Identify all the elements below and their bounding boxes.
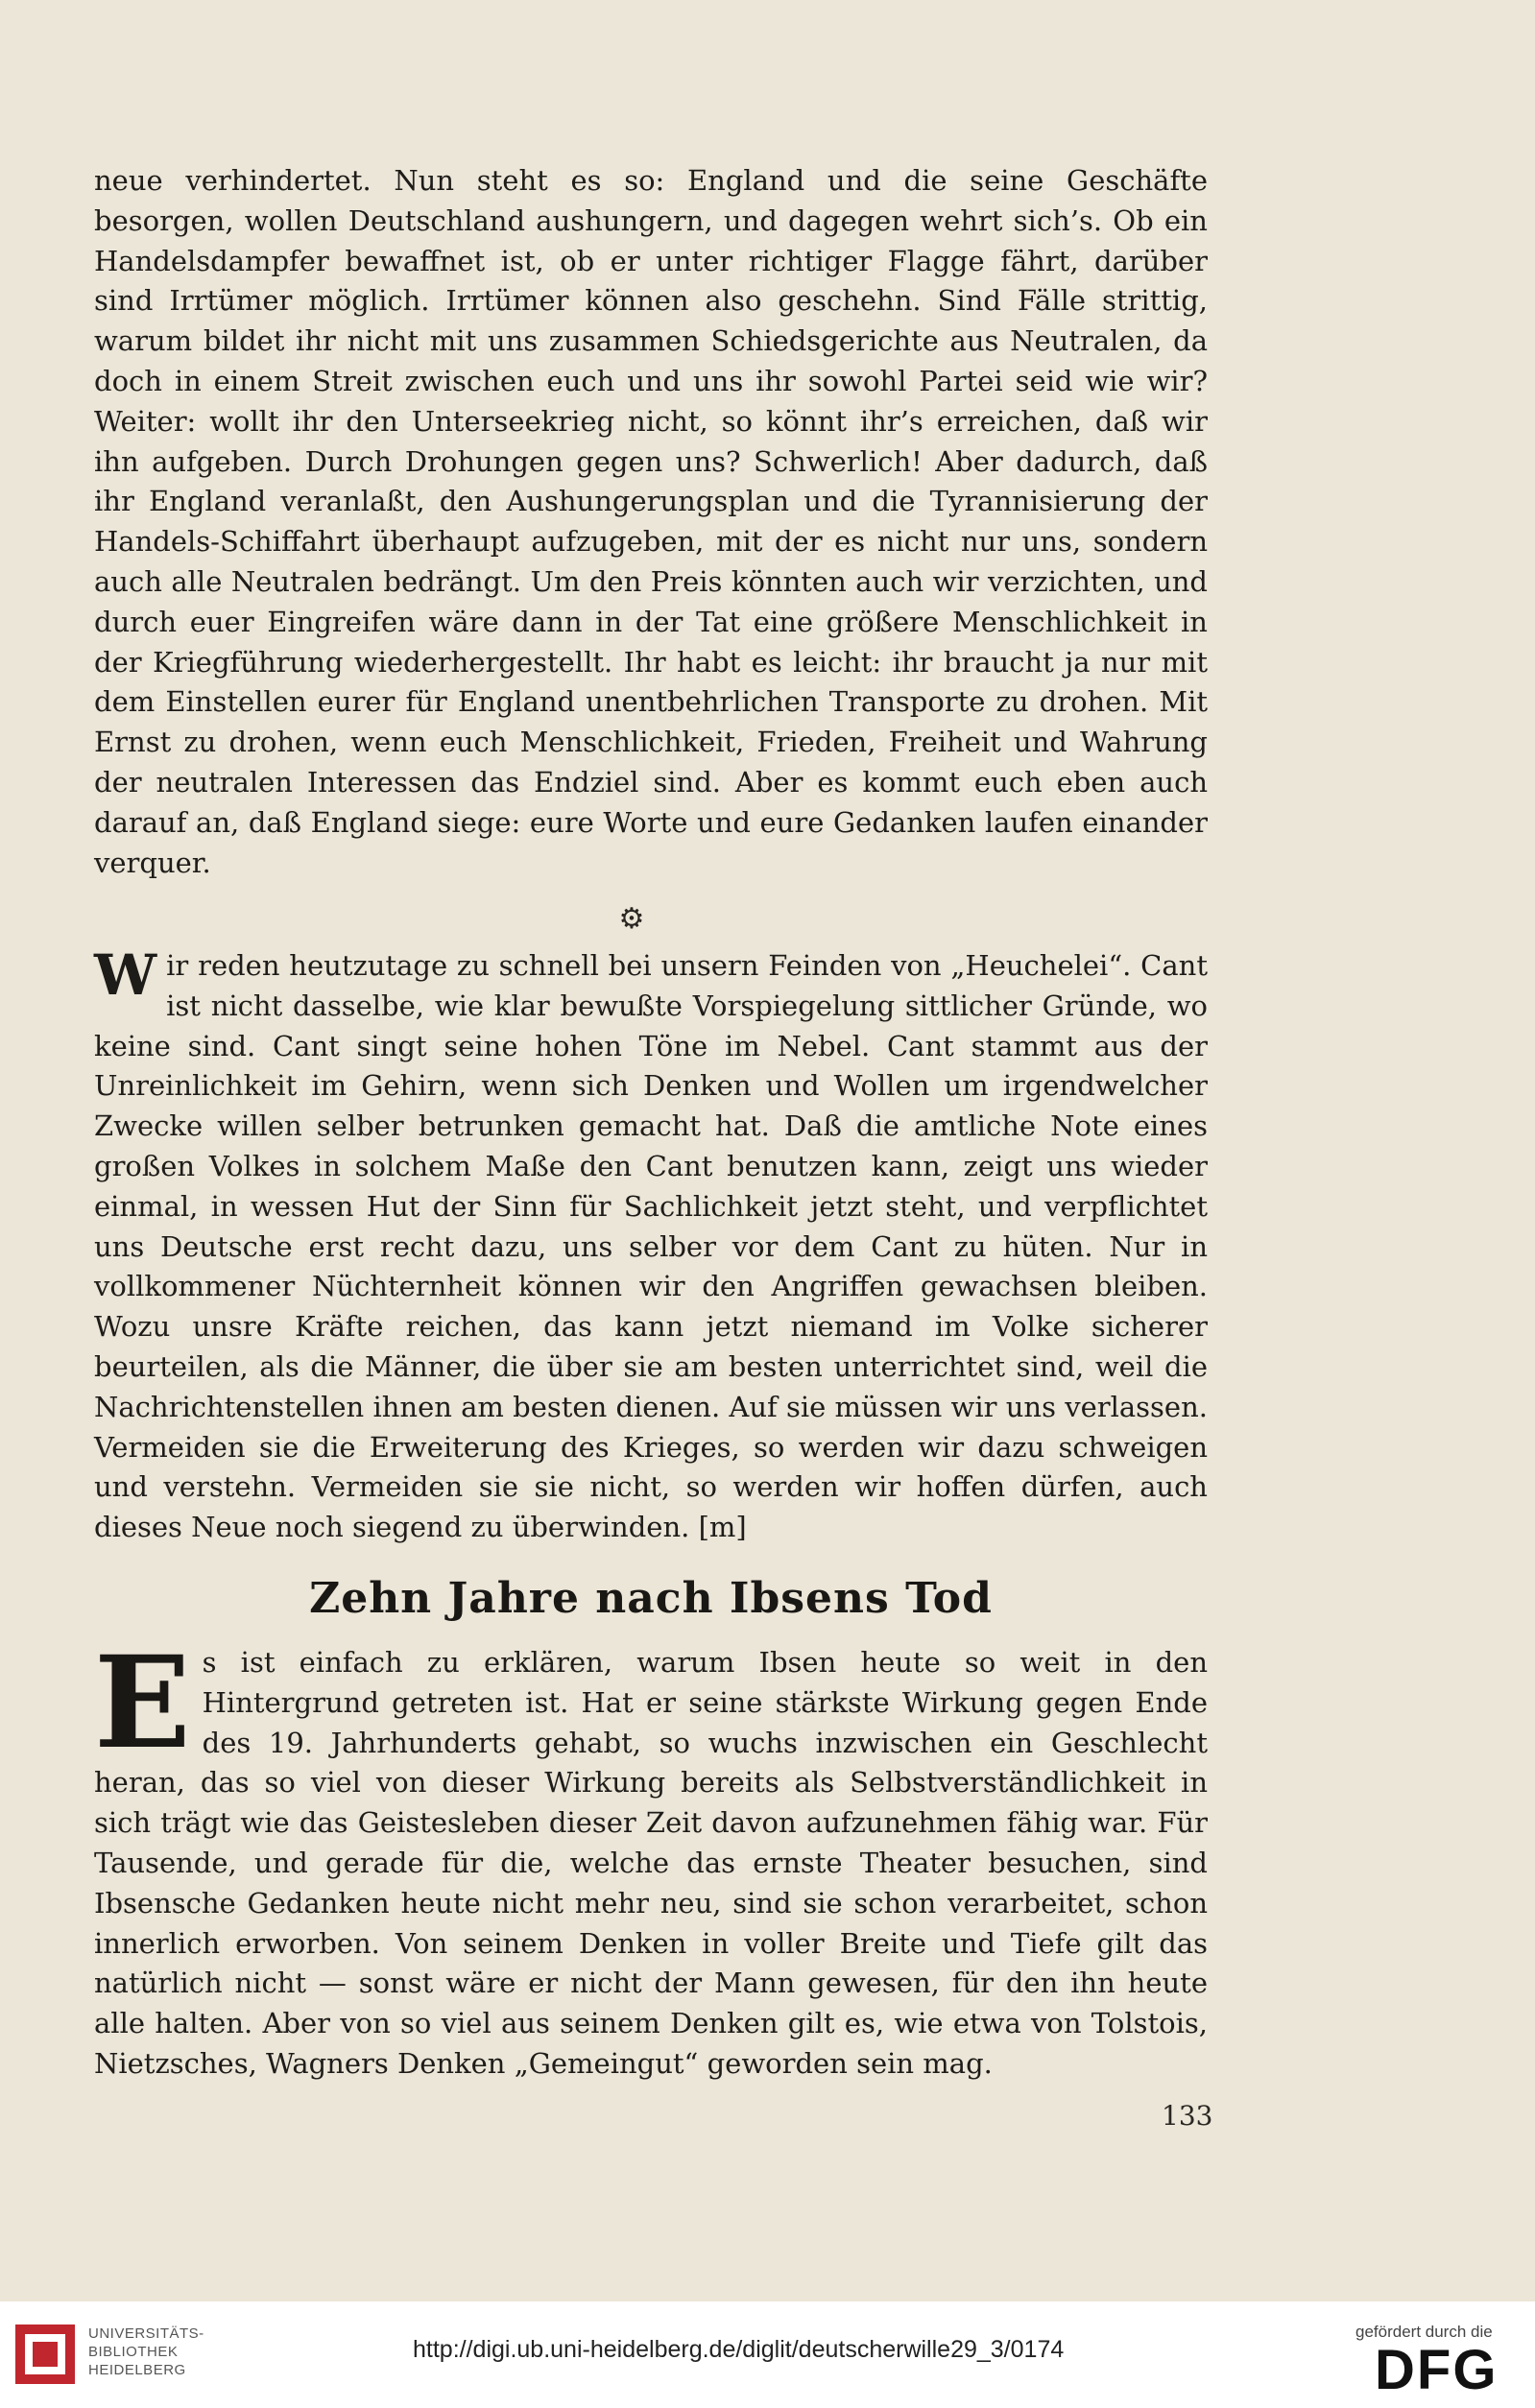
paragraph-2-text: ir reden heutzutage zu schnell bei unsern Feinden von „Heuchelei“. Cant ist nicht dasselbe, wie klar bewußte Vorspiegelung sittlicher Gründe, wo keine sind. Cant singt seine hohen Töne im Nebel. Cant stammt aus der Unreinlichkeit im Gehirn, wenn sich Denken und Wollen um irgendwelcher Zwecke willen selber betrunken gemacht hat. Daß die amtliche Note eines großen Volkes in solchem Maße den Cant benutzen kann, zeigt uns wieder einmal, in wessen Hut der Sinn für Sachlichkeit jetzt steht, und verpflichtet uns Deutsche erst recht dazu, uns selber vor dem Cant zu hüten. Nur in vollkommener Nüchternheit können wir den Angriffen gewachsen bleiben. Wozu unsre Kräfte reichen, das kann jetzt niemand im Volke sicherer beurteilen, als die Männer, die über sie am besten unterrichtet sind, weil die Nachrichtenstellen ihnen am besten dienen. Auf sie müssen wir uns verlassen. Vermeiden sie die Erweiterung des Krieges, so werden wir dazu schweigen und verstehn. Vermeiden sie sie nicht, so werden wir hoffen dürfen, auch dieses Neue noch siegend zu überwinden. [m]	[94, 949, 1208, 1544]
paragraph-1-text: neue verhindertet. Nun steht es so: England und die seine Geschäfte besorgen, wollen Deutschland aushungern, und dagegen wehrt sich’s. Ob ein Handelsdampfer bewaffnet ist, ob er unter richtiger Flagge fährt, darüber sind Irrtümer möglich. Irrtümer können also geschehn. Sind Fälle strittig, warum bildet ihr nicht mit uns zusammen Schiedsgerichte aus Neutralen, da doch in einem Streit zwischen euch und uns ihr sowohl Partei seid wie wir? Weiter: wollt ihr den Unterseekrieg nicht, so könnt ihr’s erreichen, daß wir ihn aufgeben. Durch Drohungen gegen uns? Schwerlich! Aber dadurch, daß ihr England veranlaßt, den Aushungerungsplan und die Tyrannisierung der Handels-Schiffahrt überhaupt aufzugeben, mit der es nicht nur uns, sondern auch alle Neutralen bedrängt. Um den Preis könnten auch wir verzichten, und durch euer Eingreifen wäre dann in der Tat eine größere Menschlichkeit in der Kriegführung wiederhergestellt. Ihr habt es leicht: ihr braucht ja nur mit dem Einstellen eurer für England unentbehrlichen Transporte zu drohen. Mit Ernst zu drohen, wenn euch Menschlichkeit, Frieden, Freiheit und Wahrung der neutralen Interessen das Endziel sind. Aber es kommt euch eben auch darauf an, daß England siege: eure Worte und eure Gedanken laufen einander verquer.	[94, 164, 1208, 879]
page-number: 133	[1162, 2100, 1213, 2132]
drop-cap-e: E	[94, 1629, 191, 1777]
paragraph-3-text: s ist einfach zu erklären, warum Ibsen heute so weit in den Hintergrund getreten ist. Hat er seine stärkste Wirkung gegen Ende des 19. Jahrhunderts gehabt, so wuchs inzwischen ein Geschlecht heran, das so viel von dieser Wirkung bereits als Selbstverständlichkeit in sich trägt wie das Geistesleben dieser Zeit davon aufzunehmen fähig war. Für Tausende, und gerade für die, welche das ernste Theater besuchen, sind Ibsensche Gedanken heute nicht mehr neu, sind sie schon verarbeitet, schon innerlich erworben. Von seinem Denken in voller Breite und Tiefe gilt das natürlich nicht — sonst wäre er nicht der Mann gewesen, für den ihn heute alle halten. Aber von so viel aus seinem Denken gilt es, wie etwa von Tolstois, Nietzsches, Wagners Denken „Gemeingut“ geworden sein mag.	[94, 1646, 1208, 2080]
drop-cap-w: W	[94, 942, 157, 1008]
footer-bar	[0, 2301, 1535, 2408]
dfg-logo: DFG	[1375, 2339, 1499, 2401]
funded-by-label: gefördert durch die	[1355, 2323, 1493, 2341]
paragraph-1	[94, 161, 1208, 883]
paragraph-3	[94, 1629, 1208, 2085]
university-library-logo-icon	[10, 2319, 81, 2390]
section-ornament-icon: ⚙	[618, 902, 645, 936]
paragraph-2	[94, 942, 1208, 1548]
source-url-link[interactable]: http://digi.ub.uni-heidelberg.de/diglit/deutscherwille29_3/0174	[413, 2336, 1065, 2363]
library-name: UNIVERSITÄTS- BIBLIOTHEK HEIDELBERG	[88, 2325, 204, 2378]
section-heading: Zehn Jahre nach Ibsens Tod	[309, 1574, 993, 1623]
